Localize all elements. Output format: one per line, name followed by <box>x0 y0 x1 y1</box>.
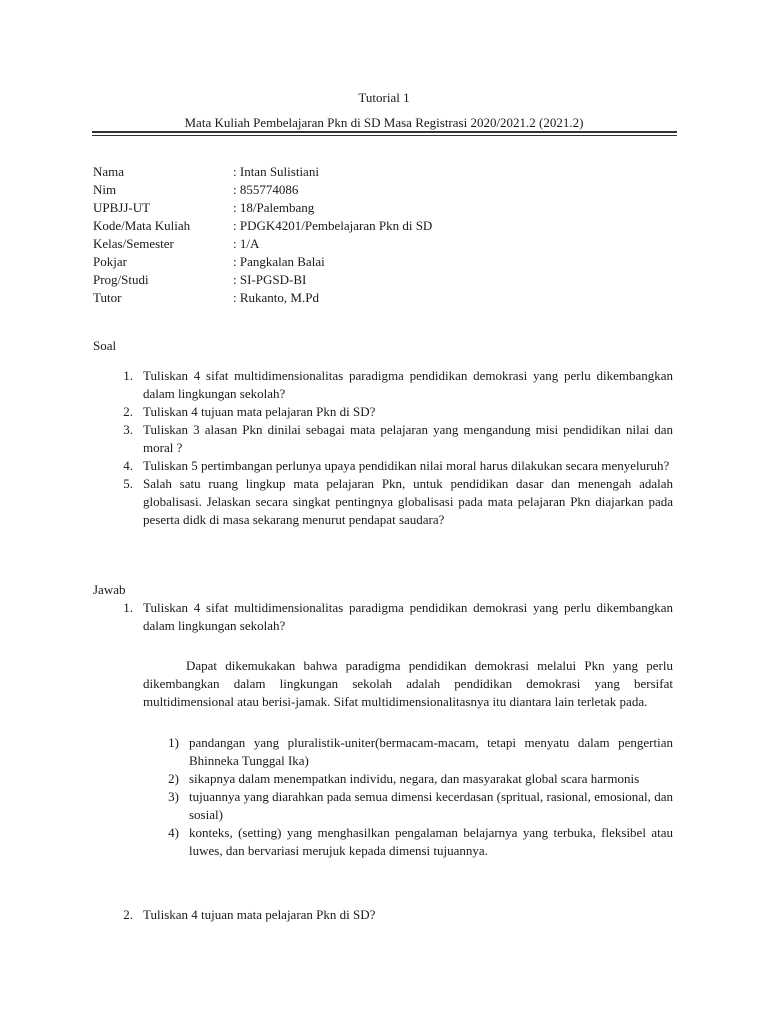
question-text: Tuliskan 4 tujuan mata pelajaran Pkn di SD? <box>143 404 376 419</box>
info-row-prodi <box>93 271 432 289</box>
info-row-pokjar <box>93 253 432 271</box>
point-number: 3) <box>168 789 179 804</box>
info-row-kelas <box>93 235 432 253</box>
question-number: 1. <box>123 368 133 383</box>
header-rule-thick <box>92 131 677 133</box>
info-label: Prog/Studi <box>93 272 149 287</box>
info-value: : 1/A <box>233 236 260 251</box>
answer-point <box>143 734 673 770</box>
info-row-nama <box>93 163 432 181</box>
info-value: : SI-PGSD-BI <box>233 272 307 287</box>
question-number: 1. <box>123 600 133 615</box>
info-row-tutor <box>93 289 432 307</box>
info-value: : Intan Sulistiani <box>233 164 319 179</box>
answer-point-list <box>143 734 673 860</box>
info-row-kode <box>93 217 432 235</box>
answer-paragraph: Dapat dikemukakan bahwa paradigma pendidikan demokrasi melalui Pkn yang perlu dikembangkan dalam lingkungan sekolah adalah pendidikan demokrasi yang bersifat multidimensional atau berisi-jamak. Sifat multidimensionalitasnya itu diantara lain terletak pada. <box>143 658 673 709</box>
question-item <box>93 421 673 457</box>
point-text: sikapnya dalam menempatkan individu, negara, dan masyarakat global scara harmonis <box>189 771 640 786</box>
info-label: Nama <box>93 164 125 179</box>
question-item <box>93 403 673 421</box>
question-text: Tuliskan 4 tujuan mata pelajaran Pkn di SD? <box>143 907 376 922</box>
question-number: 3. <box>123 422 133 437</box>
info-label: UPBJJ-UT <box>93 200 151 215</box>
point-text: konteks, (setting) yang menghasilkan pengalaman belajarnya yang terbuka, fleksibel atau luwes, dan bervariasi merujuk kepada dimensi tujuannya. <box>189 825 673 858</box>
info-value: : PDGK4201/Pembelajaran Pkn di SD <box>233 218 433 233</box>
info-value: : 18/Palembang <box>233 200 315 215</box>
answer-point <box>143 824 673 860</box>
question-item <box>93 367 673 403</box>
answer-question-1 <box>93 599 673 635</box>
answer-point <box>143 788 673 824</box>
info-value: : Pangkalan Balai <box>233 254 325 269</box>
info-value: : Rukanto, M.Pd <box>233 290 319 305</box>
question-text: Tuliskan 3 alasan Pkn dinilai sebagai mata pelajaran yang mengandung misi pendidikan nilai dan moral ? <box>143 422 673 455</box>
info-row-upbjj <box>93 199 432 217</box>
question-number: 2. <box>123 404 133 419</box>
point-number: 4) <box>168 825 179 840</box>
point-number: 1) <box>168 735 179 750</box>
question-number: 4. <box>123 458 133 473</box>
question-text: Tuliskan 5 pertimbangan perlunya upaya pendidikan nilai moral harus dilakukan secara menyeluruh? <box>143 458 670 473</box>
point-text: pandangan yang pluralistik-uniter(bermacam-macam, tetapi menyatu dalam pengertian Bhinneka Tunggal Ika) <box>189 735 673 768</box>
question-number: 2. <box>123 907 133 922</box>
question-text: Salah satu ruang lingkup mata pelajaran Pkn, untuk pendidikan dasar dan menengah adalah globalisasi. Jelaskan secara singkat pentingnya globalisasi pada mata pelajaran Pkn diajarkan pada peserta didk di masa sekarang menurut pendapat saudara? <box>143 476 673 527</box>
header-rule-thin <box>92 135 677 136</box>
info-label: Nim <box>93 182 117 197</box>
answer-point <box>143 770 673 788</box>
info-value: : 855774086 <box>233 182 299 197</box>
soal-heading: Soal <box>93 338 117 353</box>
question-text: Tuliskan 4 sifat multidimensionalitas paradigma pendidikan demokrasi yang perlu dikembangkan dalam lingkungan sekolah? <box>143 600 673 633</box>
student-info-block <box>93 163 432 307</box>
answer-question-2 <box>93 906 673 924</box>
info-label: Kode/Mata Kuliah <box>93 218 191 233</box>
document-title: Tutorial 1 <box>358 90 410 105</box>
info-row-nim <box>93 181 432 199</box>
info-label: Tutor <box>93 290 122 305</box>
question-number: 5. <box>123 476 133 491</box>
jawab-heading: Jawab <box>93 582 126 597</box>
info-label: Kelas/Semester <box>93 236 174 251</box>
point-text: tujuannya yang diarahkan pada semua dimensi kecerdasan (spritual, rasional, emosional, dan sosial) <box>189 789 673 822</box>
point-number: 2) <box>168 771 179 786</box>
question-item <box>93 457 673 475</box>
question-list <box>93 367 673 529</box>
question-text: Tuliskan 4 sifat multidimensionalitas paradigma pendidikan demokrasi yang perlu dikembangkan dalam lingkungan sekolah? <box>143 368 673 401</box>
document-subtitle: Mata Kuliah Pembelajaran Pkn di SD Masa Registrasi 2020/2021.2 (2021.2) <box>184 115 584 130</box>
info-label: Pokjar <box>93 254 127 269</box>
question-item <box>93 475 673 529</box>
